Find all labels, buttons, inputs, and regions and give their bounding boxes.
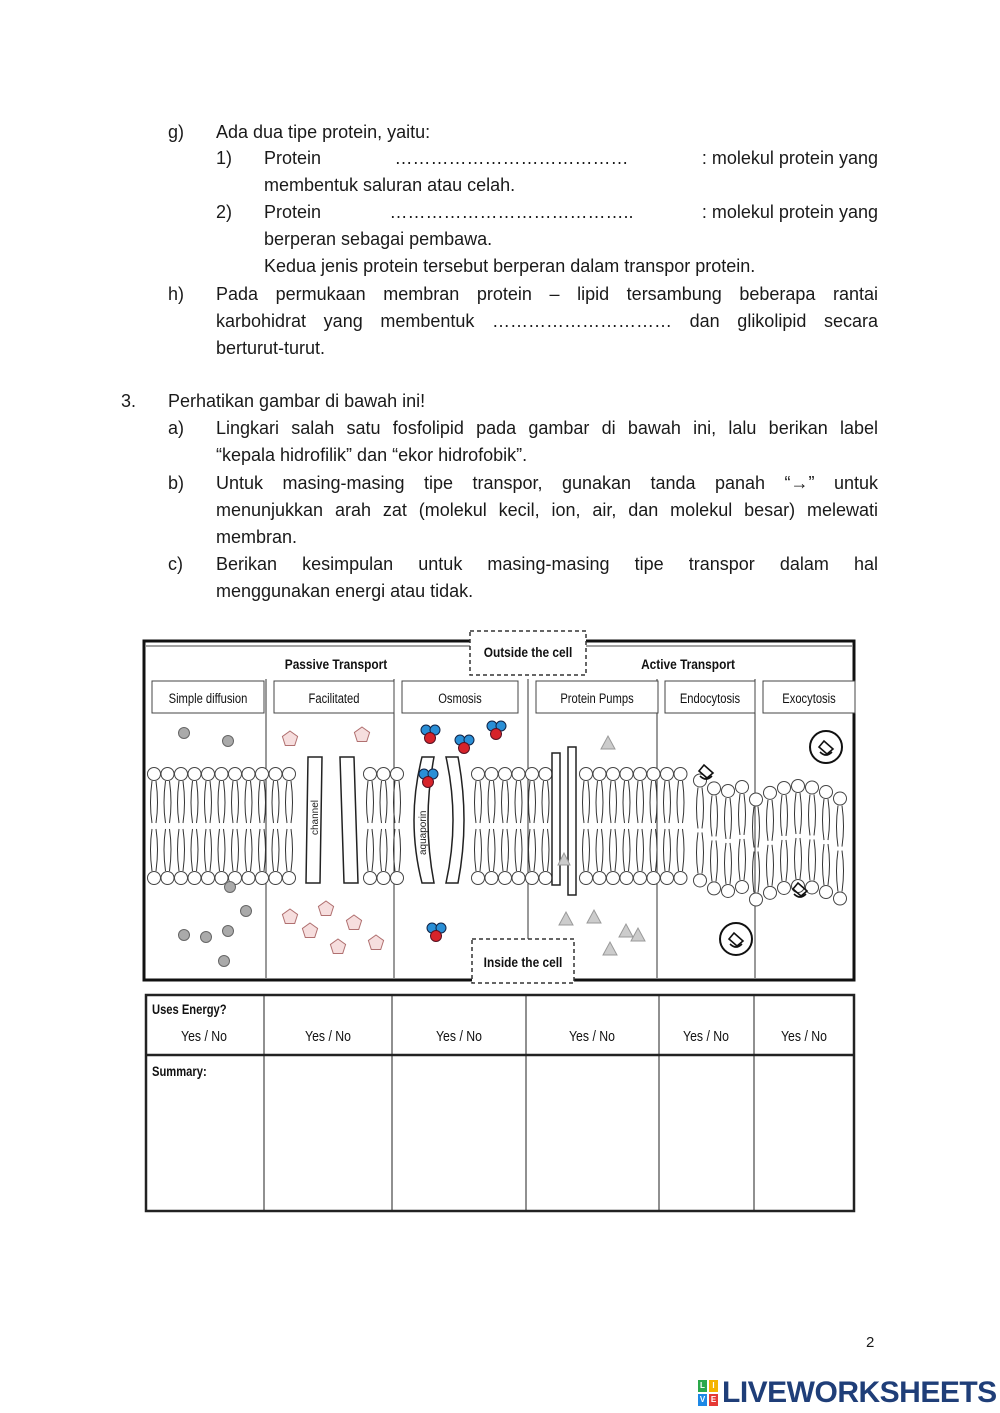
item-g1-line2: membentuk saluran atau celah.	[264, 175, 516, 195]
item-b-line2: menunjukkan arah zat (molekul kecil, ion, air, dan molekul besar) melewati	[216, 500, 878, 520]
item-g-note: Kedua jenis protein tersebut berperan dalam transpor protein.	[264, 256, 756, 276]
item-b-line3: membran.	[216, 527, 298, 547]
passive-transport-label: Passive Transport	[284, 656, 388, 673]
column-label-1	[152, 681, 264, 713]
item-g-text: Ada dua tipe protein, yaitu:	[216, 122, 431, 142]
column-label-6	[763, 681, 855, 713]
column-label-3	[402, 681, 518, 713]
active-transport-label: Active Transport	[641, 656, 735, 673]
item-marker-a: a)	[168, 418, 185, 438]
vesicle-icon	[720, 923, 752, 955]
item-marker-g1: 1)	[216, 148, 233, 168]
item-marker-c: c)	[168, 554, 183, 574]
g2-blank[interactable]: …………………………………..	[389, 202, 634, 222]
small-molecule	[225, 882, 236, 893]
column-label-text: Exocytosis	[782, 690, 836, 707]
item-c-line1: Berikan kesimpulan untuk masing-masing tipe transpor dalam hal	[216, 554, 878, 574]
brand-name: LIVEWORKSHEETS	[722, 1376, 997, 1409]
vesicle-icon	[810, 731, 842, 763]
item-g2-line2: berperan sebagai pembawa.	[264, 229, 493, 249]
outside-cell-label: Outside the cell	[483, 644, 573, 661]
liveworksheets-logo	[698, 1377, 997, 1409]
column-label-4	[536, 681, 658, 713]
item-marker-g: g)	[168, 122, 185, 142]
small-molecule	[219, 956, 230, 967]
column-label-text: Osmosis	[438, 690, 482, 707]
small-molecule	[179, 930, 190, 941]
item-c-line2: menggunakan energi atau tidak.	[216, 581, 474, 601]
small-molecule	[201, 932, 212, 943]
membrane-transport-diagram	[140, 625, 860, 1217]
column-label-text: Protein Pumps	[560, 690, 634, 707]
g1-rest: : molekul protein yang	[701, 148, 878, 168]
aquaporin-label: aquaporin	[418, 810, 429, 855]
small-molecule	[223, 736, 234, 747]
item-g2-line	[264, 199, 878, 226]
page-number: 2	[866, 1334, 875, 1351]
item-b-line1: Untuk masing-masing tipe transpor, gunakan tanda panah “→” untuk	[216, 473, 878, 493]
item-marker-g2: 2)	[216, 202, 233, 222]
small-molecule	[179, 728, 190, 739]
g1-word: Protein	[264, 148, 322, 168]
column-label-text: Facilitated	[308, 690, 360, 707]
inside-cell-label: Inside the cell	[483, 954, 563, 971]
g2-rest: : molekul protein yang	[701, 202, 878, 222]
uses-energy-answer[interactable]: Yes / No	[436, 1027, 482, 1045]
uses-energy-label: Uses Energy?	[152, 1001, 227, 1018]
uses-energy-answer[interactable]: Yes / No	[781, 1027, 827, 1045]
item-h-line2: karbohidrat yang membentuk ………………………… dan glikolipid secara	[216, 311, 878, 331]
energy-summary-table	[146, 995, 854, 1211]
g1-blank[interactable]: …………………………………	[394, 148, 629, 168]
uses-energy-answer[interactable]: Yes / No	[683, 1027, 729, 1045]
uses-energy-answer[interactable]: Yes / No	[305, 1027, 351, 1045]
question-3-text: Perhatikan gambar di bawah ini!	[168, 391, 426, 411]
item-a-line1: Lingkari salah satu fosfolipid pada gambar di bawah ini, lalu berikan label	[216, 418, 878, 438]
question-3-marker: 3.	[121, 391, 137, 411]
column-label-5	[665, 681, 755, 713]
g2-word: Protein	[264, 202, 322, 222]
uses-energy-answer[interactable]: Yes / No	[569, 1027, 615, 1045]
logo-mark-icon: L I V E	[699, 1381, 717, 1404]
column-label-text: Simple diffusion	[168, 690, 248, 707]
column-label-2	[274, 681, 394, 713]
column-label-text: Endocytosis	[679, 690, 741, 707]
item-a-line2: “kepala hidrofilik” dan “ekor hidrofobik”.	[216, 445, 528, 465]
summary-label: Summary:	[152, 1063, 207, 1080]
item-g1-line	[264, 145, 878, 172]
channel-label: channel	[310, 799, 321, 835]
item-h-line3: berturut-turut.	[216, 338, 326, 358]
item-marker-h: h)	[168, 284, 185, 304]
item-h-line1: Pada permukaan membran protein – lipid tersambung beberapa rantai	[216, 284, 878, 304]
small-molecule	[223, 926, 234, 937]
uses-energy-answer[interactable]: Yes / No	[181, 1027, 227, 1045]
small-molecule	[241, 906, 252, 917]
item-marker-b: b)	[168, 473, 185, 493]
